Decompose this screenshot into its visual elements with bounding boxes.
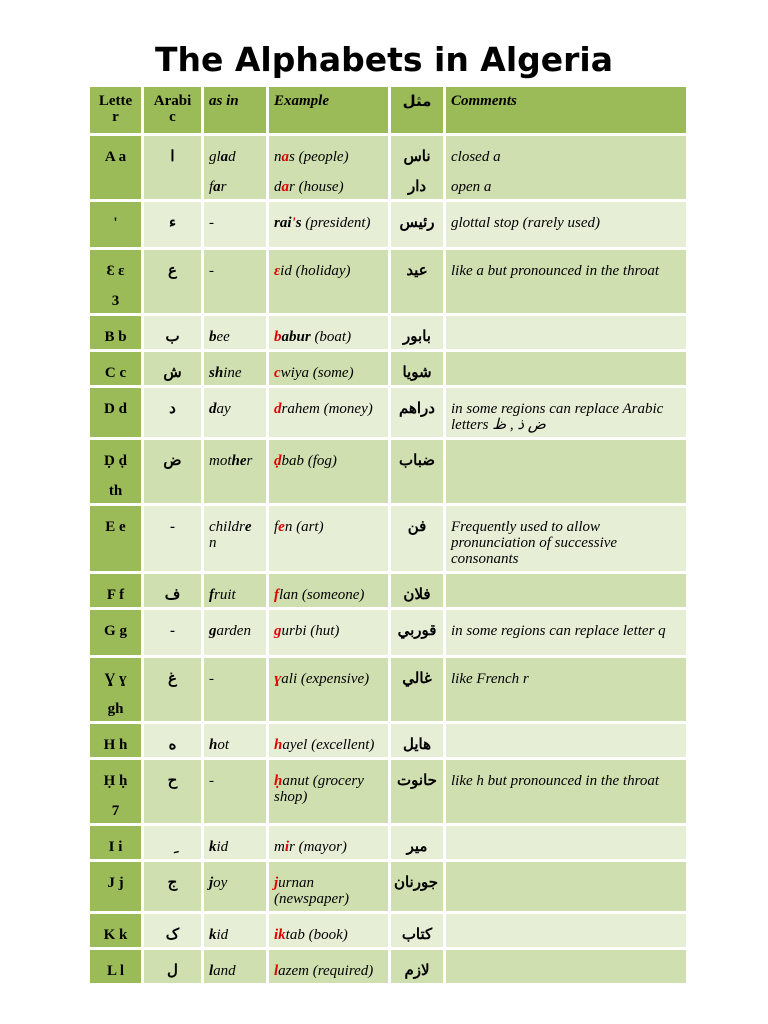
arabic-cell bbox=[144, 826, 201, 859]
example-text: drahem (money) bbox=[274, 401, 373, 417]
table-row bbox=[90, 950, 686, 983]
arabic-cell: ح bbox=[144, 760, 201, 823]
comment-cell bbox=[446, 610, 686, 655]
as-in-highlight: he bbox=[231, 453, 247, 469]
as-in-cell bbox=[204, 506, 266, 571]
example-highlight: e bbox=[278, 519, 285, 535]
example-cell bbox=[269, 862, 388, 911]
letter-text: th bbox=[108, 483, 123, 499]
example-text: ḥanut (grocery shop) bbox=[274, 773, 364, 805]
letter-cell bbox=[90, 862, 141, 911]
as-in-text: glad bbox=[209, 149, 236, 165]
as-in-highlight: e bbox=[244, 519, 252, 535]
example-highlight: abur bbox=[281, 329, 311, 345]
example-cell bbox=[269, 388, 388, 437]
example-cell bbox=[269, 440, 388, 503]
example-highlight: rai bbox=[274, 215, 292, 231]
letter-text: I i bbox=[108, 839, 123, 855]
arabic-cell: - bbox=[144, 610, 201, 655]
header-as-in: as in bbox=[204, 87, 266, 133]
example-text: jurnan (newspaper) bbox=[274, 875, 349, 907]
alphabet-table bbox=[87, 84, 689, 986]
arabic-example-cell bbox=[391, 388, 443, 437]
arabic-example-cell bbox=[391, 610, 443, 655]
example-highlight: c bbox=[274, 365, 281, 381]
arabic-example-text: جورنان bbox=[393, 875, 438, 891]
comment-cell bbox=[446, 826, 686, 859]
arabic-cell: ا bbox=[144, 136, 201, 199]
as-in-highlight: h bbox=[209, 737, 218, 753]
table-row bbox=[90, 388, 686, 437]
arabic-example-text: بابور bbox=[403, 329, 431, 345]
letter-text: gh bbox=[107, 701, 124, 717]
as-in-cell bbox=[204, 914, 266, 947]
example-highlight: ḥ bbox=[274, 773, 283, 789]
example-cell bbox=[269, 914, 388, 947]
comment-cell bbox=[446, 250, 686, 313]
arabic-cell: د bbox=[144, 388, 201, 437]
example-highlight: i bbox=[284, 839, 290, 855]
letter-text: G g bbox=[104, 623, 127, 639]
example-cell bbox=[269, 316, 388, 349]
example-highlight: b bbox=[274, 329, 282, 345]
example-text: ḍbab (fog) bbox=[274, 453, 337, 469]
table-row bbox=[90, 136, 686, 199]
as-in-text: - bbox=[209, 773, 214, 789]
letter-cell bbox=[90, 440, 141, 503]
arabic-example-text: عيد bbox=[406, 263, 428, 279]
arabic-cell: غ bbox=[144, 658, 201, 721]
comment-text: like a but pronounced in the throat bbox=[451, 263, 660, 279]
as-in-cell bbox=[204, 388, 266, 437]
as-in-text: day bbox=[209, 401, 231, 417]
as-in-cell bbox=[204, 202, 266, 247]
arabic-example-text: فن bbox=[407, 519, 427, 535]
letter-text: H h bbox=[103, 737, 128, 753]
letter-cell bbox=[90, 506, 141, 571]
header-comments: Comments bbox=[446, 87, 686, 133]
example-cell bbox=[269, 658, 388, 721]
comment-cell bbox=[446, 574, 686, 607]
comment-text: like French r bbox=[451, 671, 529, 687]
as-in-highlight: a bbox=[213, 179, 221, 195]
letter-cell bbox=[90, 574, 141, 607]
example-text: mir (mayor) bbox=[274, 839, 347, 855]
as-in-cell bbox=[204, 826, 266, 859]
as-in-text: kid bbox=[209, 839, 229, 855]
table-row bbox=[90, 250, 686, 313]
arabic-cell: ض bbox=[144, 440, 201, 503]
as-in-cell bbox=[204, 574, 266, 607]
example-cell bbox=[269, 724, 388, 757]
example-text: gurbi (hut) bbox=[274, 623, 340, 639]
comment-cell bbox=[446, 724, 686, 757]
arabic-example-cell bbox=[391, 658, 443, 721]
arabic-cell: ش bbox=[144, 352, 201, 385]
as-in-cell bbox=[204, 950, 266, 983]
example-cell bbox=[269, 760, 388, 823]
table-row bbox=[90, 914, 686, 947]
arabic-example-text: ناس bbox=[403, 149, 431, 165]
as-in-text: shine bbox=[209, 365, 242, 381]
example-cell bbox=[269, 202, 388, 247]
as-in-cell bbox=[204, 440, 266, 503]
comment-cell bbox=[446, 440, 686, 503]
letter-text: Ɣ ɣ bbox=[104, 671, 127, 687]
arabic-cell: ج bbox=[144, 862, 201, 911]
as-in-cell bbox=[204, 760, 266, 823]
as-in-text: hot bbox=[209, 737, 230, 753]
comment-cell bbox=[446, 388, 686, 437]
arabic-example-cell bbox=[391, 950, 443, 983]
example-text: ɣali (expensive) bbox=[274, 671, 370, 687]
arabic-cell: ب bbox=[144, 316, 201, 349]
arabic-example-cell bbox=[391, 136, 443, 199]
table-row bbox=[90, 610, 686, 655]
arabic-example-cell bbox=[391, 862, 443, 911]
letter-text: L l bbox=[106, 963, 125, 979]
example-text: lazem (required) bbox=[274, 963, 374, 979]
example-cell bbox=[269, 352, 388, 385]
letter-text: B b bbox=[104, 329, 127, 345]
letter-text: 7 bbox=[111, 803, 120, 819]
table-row bbox=[90, 724, 686, 757]
example-highlight: ' bbox=[291, 215, 296, 231]
arabic-example-text: ضباب bbox=[399, 453, 435, 469]
table-row bbox=[90, 826, 686, 859]
as-in-text: kid bbox=[209, 927, 229, 943]
arabic-example-cell bbox=[391, 914, 443, 947]
example-highlight: ḍ bbox=[274, 453, 282, 469]
example-text: hayel (excellent) bbox=[274, 737, 375, 753]
arabic-example-text: شويا bbox=[402, 365, 432, 381]
as-in-text: - bbox=[209, 215, 214, 231]
comment-cell bbox=[446, 506, 686, 571]
comment-cell bbox=[446, 950, 686, 983]
arabic-example-text: غالي bbox=[402, 671, 432, 687]
arabic-example-cell bbox=[391, 826, 443, 859]
letter-cell bbox=[90, 388, 141, 437]
arabic-example-cell bbox=[391, 440, 443, 503]
as-in-highlight: j bbox=[209, 875, 214, 891]
example-text: flan (someone) bbox=[274, 587, 365, 603]
comment-text: open a bbox=[451, 179, 492, 195]
letter-text: D d bbox=[104, 401, 127, 417]
as-in-highlight: sh bbox=[209, 365, 224, 381]
table-row bbox=[90, 316, 686, 349]
example-text: nas (people) bbox=[274, 149, 349, 165]
as-in-highlight: g bbox=[209, 623, 217, 639]
arabic-cell: ل bbox=[144, 950, 201, 983]
arabic-example-text: حانوت bbox=[397, 773, 437, 789]
as-in-cell bbox=[204, 610, 266, 655]
example-highlight: h bbox=[274, 737, 283, 753]
comment-text: Frequently used to allow pronunciation of successive consonants bbox=[451, 519, 618, 567]
as-in-text: fruit bbox=[209, 587, 236, 603]
table-row bbox=[90, 352, 686, 385]
letter-cell bbox=[90, 250, 141, 313]
comment-text: glottal stop (rarely used) bbox=[451, 215, 601, 231]
letter-cell bbox=[90, 352, 141, 385]
arabic-example-cell bbox=[391, 760, 443, 823]
comment-cell bbox=[446, 136, 686, 199]
table-header-row bbox=[90, 87, 686, 133]
as-in-highlight: k bbox=[209, 927, 217, 943]
example-text: εid (holiday) bbox=[274, 263, 351, 279]
example-cell bbox=[269, 136, 388, 199]
arabic-example-text: هايل bbox=[402, 737, 431, 753]
example-highlight: a bbox=[281, 149, 289, 165]
example-cell bbox=[269, 574, 388, 607]
arabic-example-text: قوربي bbox=[397, 623, 437, 639]
comment-text: closed a bbox=[451, 149, 501, 165]
comment-cell bbox=[446, 760, 686, 823]
arabic-example-cell bbox=[391, 316, 443, 349]
arabic-example-text: فلان bbox=[403, 587, 431, 603]
as-in-text: far bbox=[209, 179, 227, 195]
table-row bbox=[90, 440, 686, 503]
example-text: babur (boat) bbox=[274, 329, 352, 345]
arabic-example-cell bbox=[391, 574, 443, 607]
as-in-cell bbox=[204, 136, 266, 199]
letter-text: A a bbox=[104, 149, 127, 165]
arabic-example-text: رئيس bbox=[399, 215, 435, 231]
example-text: iktab (book) bbox=[274, 927, 348, 943]
letter-cell bbox=[90, 914, 141, 947]
example-text: cwiya (some) bbox=[274, 365, 354, 381]
comment-cell bbox=[446, 914, 686, 947]
letter-text: C c bbox=[104, 365, 127, 381]
comment-text: in some regions can replace letter q bbox=[451, 623, 666, 639]
letter-cell bbox=[90, 202, 141, 247]
header-mithl: مثل bbox=[391, 87, 443, 133]
comment-text: like h but pronounced in the throat bbox=[451, 773, 660, 789]
table-row bbox=[90, 658, 686, 721]
arabic-example-text: لازم bbox=[404, 963, 430, 979]
letter-cell bbox=[90, 724, 141, 757]
arabic-example-text: كتاب bbox=[401, 927, 433, 943]
example-highlight: ɣ bbox=[274, 671, 282, 687]
example-text: dar (house) bbox=[274, 179, 344, 195]
letter-text: Ḍ ḍ bbox=[104, 453, 127, 469]
arabic-cell: ک bbox=[144, 914, 201, 947]
example-highlight: j bbox=[274, 875, 279, 891]
comment-cell bbox=[446, 202, 686, 247]
table-row bbox=[90, 202, 686, 247]
example-text: rai's (president) bbox=[274, 215, 371, 231]
table-row bbox=[90, 574, 686, 607]
as-in-highlight: b bbox=[209, 329, 217, 345]
table-row bbox=[90, 862, 686, 911]
header-example: Example bbox=[269, 87, 388, 133]
as-in-cell bbox=[204, 250, 266, 313]
arabic-example-text: دراهم bbox=[399, 401, 435, 417]
as-in-text: - bbox=[209, 671, 214, 687]
arabic-example-cell bbox=[391, 250, 443, 313]
letter-text: ' bbox=[113, 215, 118, 231]
as-in-cell bbox=[204, 316, 266, 349]
as-in-text: garden bbox=[209, 623, 251, 639]
letter-cell bbox=[90, 610, 141, 655]
letter-text: F f bbox=[106, 587, 125, 603]
header-letter: Lette r bbox=[90, 87, 141, 133]
comment-cell bbox=[446, 658, 686, 721]
letter-text: J j bbox=[107, 875, 124, 891]
arabic-example-text: دار bbox=[407, 179, 427, 195]
comment-cell bbox=[446, 316, 686, 349]
example-highlight: f bbox=[274, 587, 279, 603]
table-row bbox=[90, 760, 686, 823]
letter-cell bbox=[90, 316, 141, 349]
as-in-text: land bbox=[209, 963, 236, 979]
letter-text: Ḥ ḥ bbox=[103, 773, 128, 789]
as-in-text: - bbox=[209, 263, 214, 279]
arabic-example-cell bbox=[391, 506, 443, 571]
letter-text: K k bbox=[103, 927, 128, 943]
as-in-text: bee bbox=[209, 329, 230, 345]
letter-text: Ɛ ε bbox=[106, 263, 125, 279]
as-in-cell bbox=[204, 658, 266, 721]
arabic-cell: - bbox=[144, 506, 201, 571]
arabic-example-cell bbox=[391, 352, 443, 385]
example-highlight: ε bbox=[274, 263, 281, 279]
arabic-example-cell bbox=[391, 724, 443, 757]
example-highlight: g bbox=[274, 623, 282, 639]
example-cell bbox=[269, 506, 388, 571]
example-cell bbox=[269, 950, 388, 983]
example-highlight: ik bbox=[274, 927, 286, 943]
example-cell bbox=[269, 610, 388, 655]
as-in-highlight: d bbox=[209, 401, 217, 417]
table-row bbox=[90, 506, 686, 571]
arabic-cell: ء bbox=[144, 202, 201, 247]
example-cell bbox=[269, 826, 388, 859]
as-in-cell bbox=[204, 724, 266, 757]
comment-text: in some regions can replace Arabic letters ض ذ , ظ bbox=[451, 401, 664, 433]
example-highlight: a bbox=[281, 179, 289, 195]
arabic-example-text: مير bbox=[406, 839, 428, 855]
as-in-highlight: a bbox=[220, 149, 229, 165]
example-cell bbox=[269, 250, 388, 313]
letter-text: 3 bbox=[111, 293, 120, 309]
as-in-cell bbox=[204, 862, 266, 911]
as-in-highlight: l bbox=[209, 963, 214, 979]
as-in-text: mother bbox=[209, 453, 253, 469]
letter-cell bbox=[90, 826, 141, 859]
as-in-text: joy bbox=[209, 875, 228, 891]
arabic-example-cell bbox=[391, 202, 443, 247]
example-highlight: l bbox=[274, 963, 279, 979]
example-highlight: s bbox=[295, 215, 302, 231]
as-in-cell bbox=[204, 352, 266, 385]
as-in-highlight: k bbox=[209, 839, 217, 855]
comment-cell bbox=[446, 862, 686, 911]
header-arabic: Arabi c bbox=[144, 87, 201, 133]
comment-cell bbox=[446, 352, 686, 385]
letter-cell bbox=[90, 136, 141, 199]
example-highlight: d bbox=[274, 401, 282, 417]
arabic-cell: ع bbox=[144, 250, 201, 313]
letter-cell bbox=[90, 950, 141, 983]
letter-cell bbox=[90, 760, 141, 823]
arabic-cell: ه bbox=[144, 724, 201, 757]
example-text: fen (art) bbox=[274, 519, 324, 535]
page-title: The Alphabets in Algeria bbox=[154, 40, 614, 79]
arabic-cell: ف bbox=[144, 574, 201, 607]
letter-cell bbox=[90, 658, 141, 721]
as-in-text: childre n bbox=[209, 519, 252, 551]
as-in-highlight: f bbox=[209, 587, 214, 603]
letter-text: E e bbox=[105, 519, 126, 535]
